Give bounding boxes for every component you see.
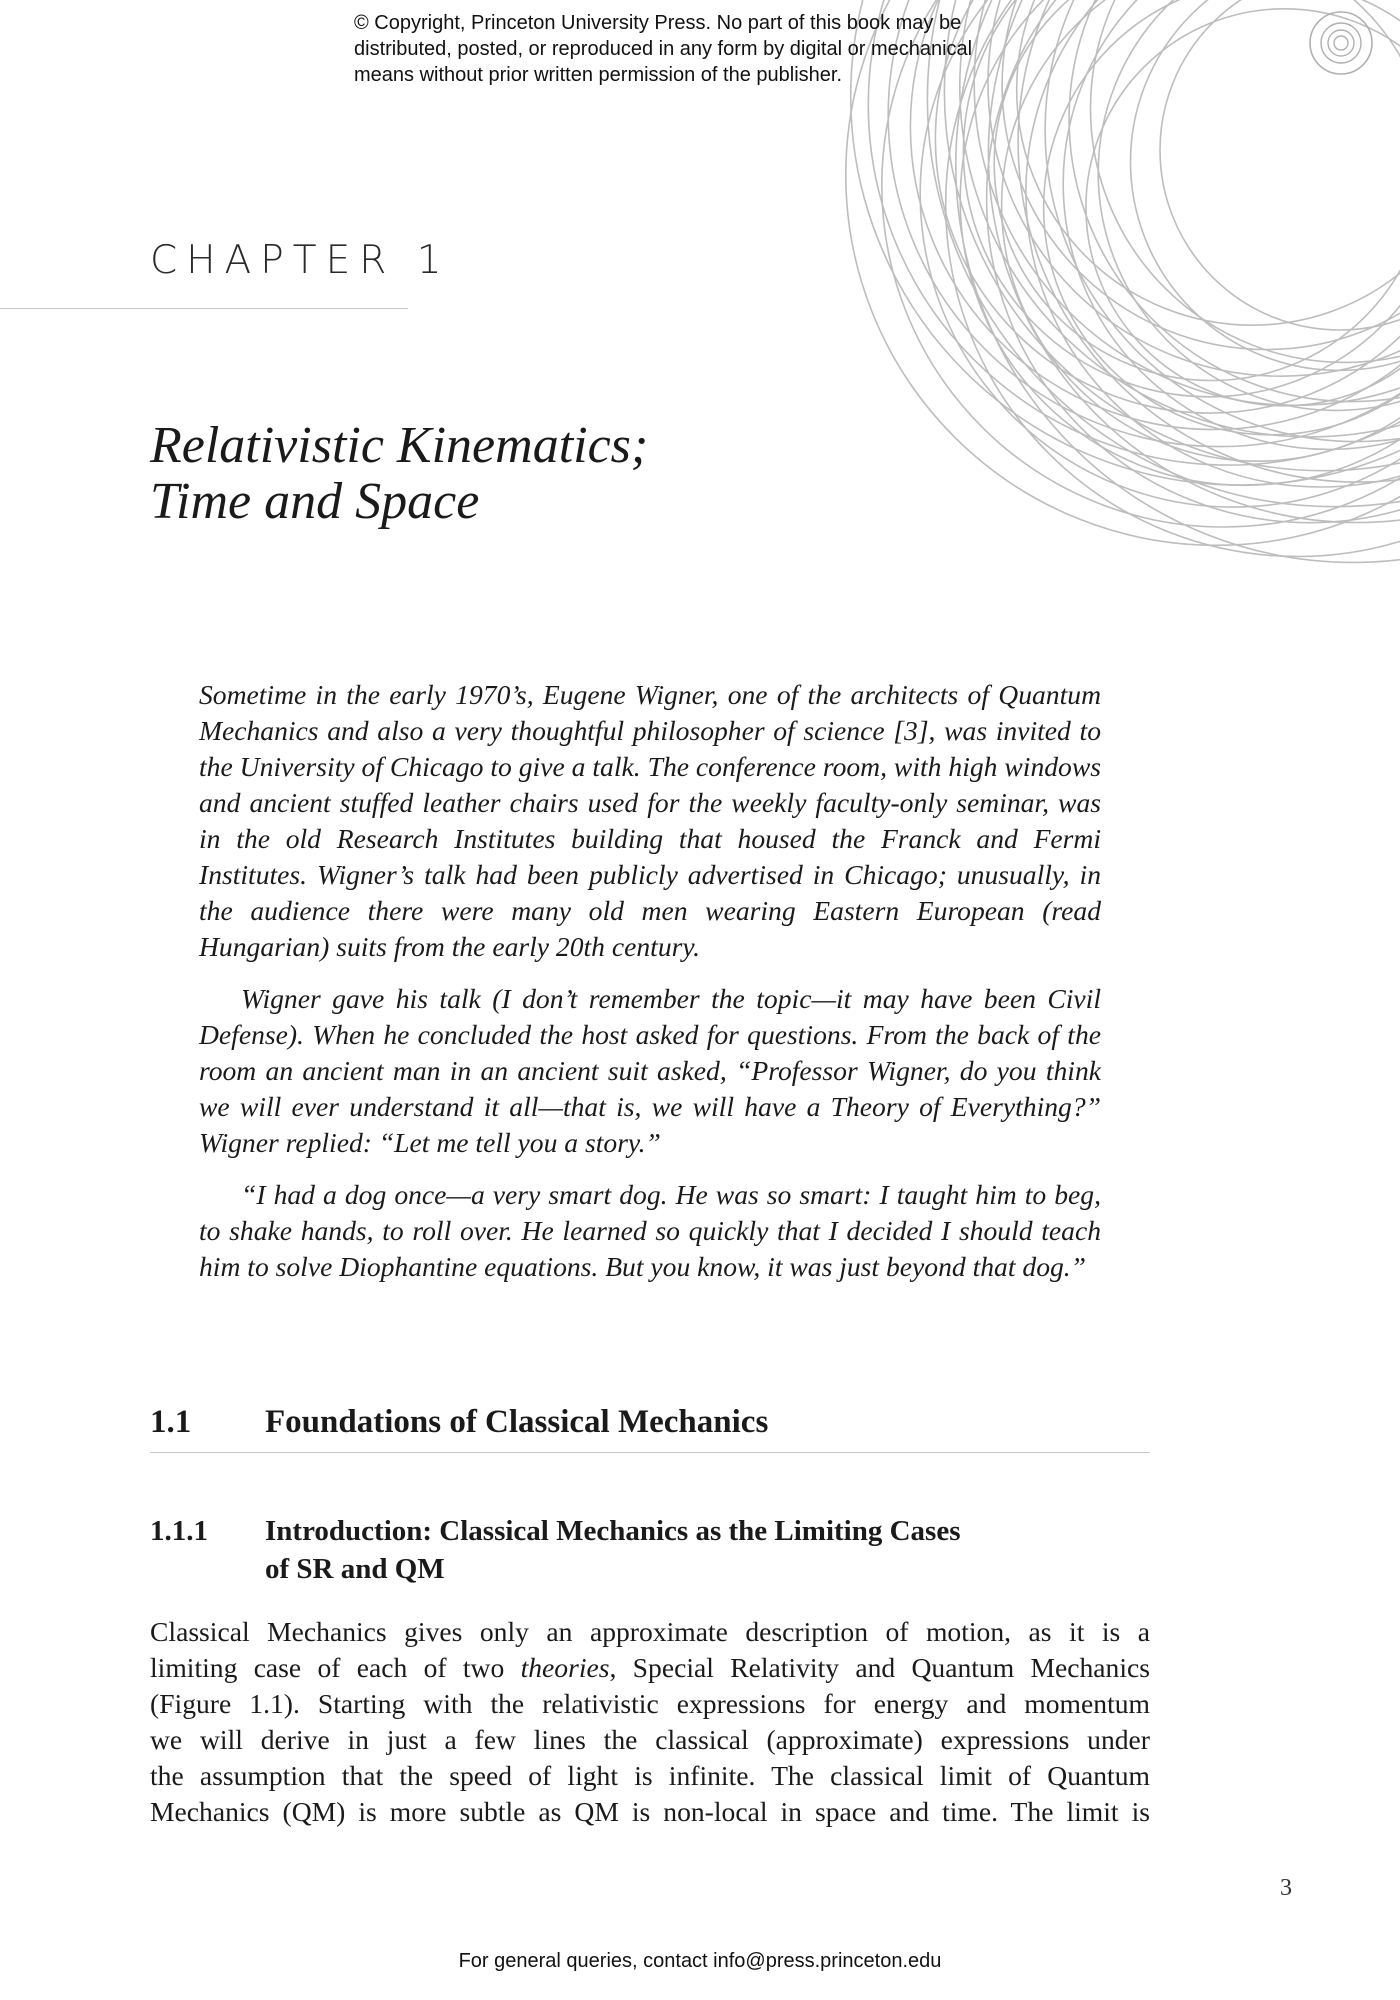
section-divider [150, 1452, 1150, 1453]
copyright-line: distributed, posted, or reproduced in any form by digital or mechanical [354, 38, 973, 60]
body-line: Mechanics (QM) is more subtle as QM is non-local in space and time. The limit is [150, 1796, 1150, 1827]
body-text-run: limiting case of each of two [150, 1652, 521, 1683]
body-line [150, 1650, 1150, 1686]
body-line: the assumption that the speed of light is infinite. The classical limit of Quantum [150, 1760, 1150, 1791]
copyright-line: means without prior written permission of the publisher. [354, 64, 843, 86]
chapter-divider [0, 308, 408, 309]
chapter-title-line: Relativistic Kinematics; [150, 417, 649, 474]
section-number: 1.1 [150, 1404, 192, 1440]
body-text-run: , Special Relativity and Quantum Mechanics [609, 1652, 1150, 1683]
body-line: we will derive in just a few lines the classical (approximate) expressions under [150, 1724, 1150, 1755]
copyright-notice [354, 10, 1074, 88]
chapter-label: CHAPTER 1 [150, 238, 451, 283]
subsection-number: 1.1.1 [150, 1515, 208, 1547]
footer-contact: For general queries, contact info@press.princeton.edu [458, 1950, 942, 1972]
page-number: 3 [1280, 1875, 1292, 1901]
subsection-title [265, 1512, 1150, 1588]
epigraph-paragraph: “I had a dog once—a very smart dog. He was so smart: I taught him to beg, to shake hands, to roll over. He learned so quickly that I decided I should teach him to solve Diophantine equations. But you know, it was just beyond that dog.” [199, 1179, 1101, 1282]
chapter-title-line: Time and Space [150, 473, 480, 530]
body-emphasis: theories [520, 1652, 610, 1683]
epigraph [199, 677, 1101, 1285]
copyright-line: © Copyright, Princeton University Press. No part of this book may be [354, 12, 962, 34]
epigraph-paragraph: Sometime in the early 1970’s, Eugene Wigner, one of the architects of Quantum Mechanics and also a very thoughtful philosopher of science [3], was invited to the University of Chicago to give a talk. The conference room, with high windows and ancient stuffed leather chairs used for the weekly faculty-only seminar, was in the old Research Institutes building that housed the Franck and Fermi Institutes. Wigner’s talk had been publicly advertised in Chicago; unusually, in the audience there were many old men wearing Eastern European (read Hungarian) suits from the early 20th century. [199, 679, 1101, 962]
body-paragraph [150, 1614, 1150, 1830]
chapter-title [150, 418, 648, 530]
section-heading [150, 1402, 1150, 1442]
subsection-title-line: Introduction: Classical Mechanics as the Limiting Cases [265, 1515, 961, 1547]
body-line: Classical Mechanics gives only an approximate description of motion, as it is a [150, 1616, 1150, 1647]
subsection-heading [150, 1512, 1150, 1588]
epigraph-paragraph: Wigner gave his talk (I don’t remember the topic—it may have been Civil Defense). When he concluded the host asked for questions. From the back of the room an ancient man in an ancient suit asked, “Professor Wigner, do you think we will ever understand it all—that is, we will have a Theory of Everything?” Wigner replied: “Let me tell you a story.” [199, 983, 1101, 1158]
subsection-title-line: of SR and QM [265, 1553, 445, 1585]
body-line: (Figure 1.1). Starting with the relativistic expressions for energy and momentum [150, 1688, 1150, 1719]
section-title: Foundations of Classical Mechanics [265, 1404, 769, 1440]
publisher-seal-icon [1308, 10, 1374, 76]
